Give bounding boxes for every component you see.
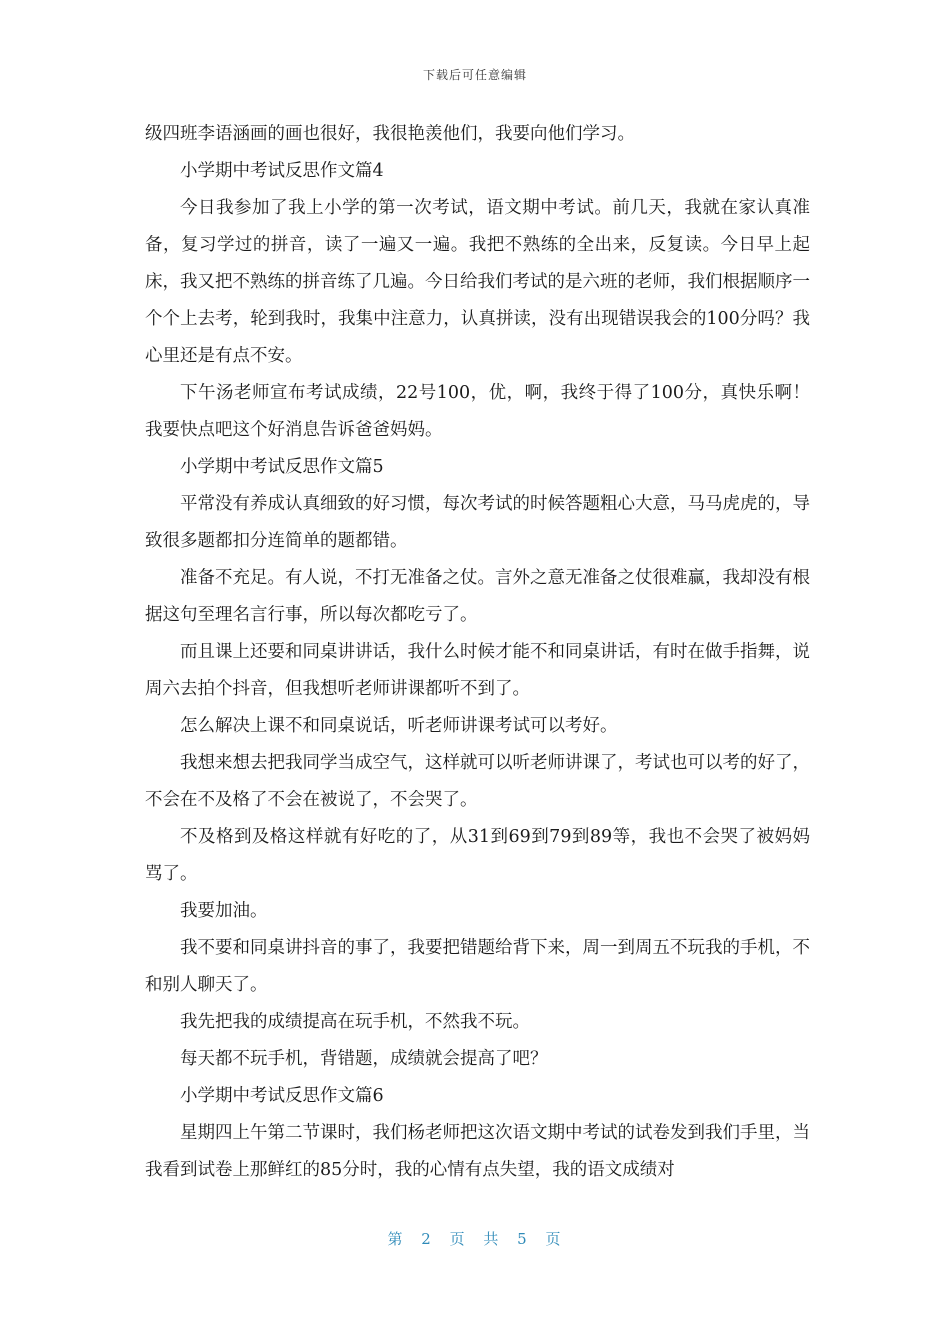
paragraph: 每天都不玩手机，背错题，成绩就会提高了吧？ <box>180 1049 548 1069</box>
paragraph: 今日我参加了我上小学的第一次考试，语文期中考试。前几天，我就在家认真准备，复习学过的拼音，读了一遍又一遍。我把不熟练的全出来，反复读。今日早上起床，我又把不熟练的拼音练了几遍。今日给我们考试的是六班的老师，我们根据顺序一个个上去考，轮到我时，我集中注意力，认真拼读，没有出现错误我会的100分吗？我心里还是有点不安。 <box>145 198 810 366</box>
paragraph: 而且课上还要和同桌讲讲话，我什么时候才能不和同桌讲话，有时在做手指舞，说周六去拍个抖音，但我想听老师讲课都听不到了。 <box>145 642 810 699</box>
section-title: 小学期中考试反思作文篇6 <box>180 1086 384 1106</box>
paragraph: 准备不充足。有人说，不打无准备之仗。言外之意无准备之仗很难赢，我却没有根据这句至理名言行事，所以每次都吃亏了。 <box>145 568 810 625</box>
section-title: 小学期中考试反思作文篇4 <box>180 161 384 181</box>
paragraph: 星期四上午第二节课时，我们杨老师把这次语文期中考试的试卷发到我们手里，当我看到试卷上那鲜红的85分时，我的心情有点失望，我的语文成绩对 <box>145 1123 810 1180</box>
paragraph: 我想来想去把我同学当成空气，这样就可以听老师讲课了，考试也可以考的好了，不会在不及格了不会在被说了，不会哭了。 <box>145 753 810 810</box>
document-body <box>145 116 810 1189</box>
paragraph: 我要加油。 <box>180 901 268 921</box>
paragraph: 怎么解决上课不和同桌说话，听老师讲课考试可以考好。 <box>180 716 618 736</box>
page-header: 下载后可任意编辑 <box>422 68 527 82</box>
paragraph: 下午汤老师宣布考试成绩，22号100，优，啊，我终于得了100分，真快乐啊！我要快点吧这个好消息告诉爸爸妈妈。 <box>145 383 810 440</box>
paragraph: 不及格到及格这样就有好吃的了，从31到69到79到89等，我也不会哭了被妈妈骂了。 <box>145 827 810 884</box>
paragraph: 平常没有养成认真细致的好习惯，每次考试的时候答题粗心大意，马马虎虎的，导致很多题都扣分连简单的题都错。 <box>145 494 810 551</box>
paragraph: 级四班李语涵画的画也很好，我很艳羡他们，我要向他们学习。 <box>145 124 635 144</box>
page-number-footer: 第 2 页 共 5 页 <box>387 1230 563 1248</box>
paragraph: 我不要和同桌讲抖音的事了，我要把错题给背下来，周一到周五不玩我的手机，不和别人聊天了。 <box>145 938 810 995</box>
paragraph: 我先把我的成绩提高在玩手机，不然我不玩。 <box>180 1012 530 1032</box>
section-title: 小学期中考试反思作文篇5 <box>180 457 384 477</box>
